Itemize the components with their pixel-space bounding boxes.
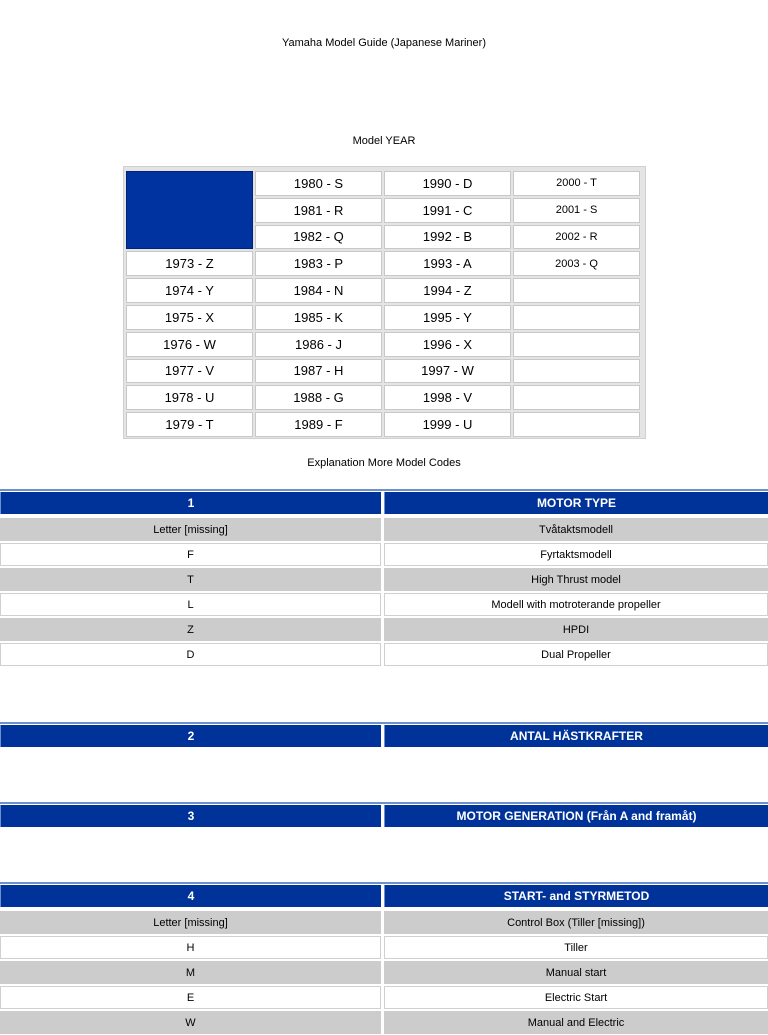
year-cell: 1973 - Z [126,251,253,276]
year-cell: 1975 - X [126,305,253,330]
table-row [0,517,768,542]
code-meaning: Tvåtaktsmodell [384,518,768,541]
page-title: Yamaha Model Guide (Japanese Mariner) [281,37,486,49]
year-cell: 1976 - W [126,332,253,357]
year-cell: 2002 - R [513,225,640,250]
code-letter: Letter [missing] [0,911,381,934]
table-row [0,617,768,642]
code-letter: Letter [missing] [0,518,381,541]
year-cell: 1989 - F [255,412,382,437]
table-row [0,985,768,1010]
year-cell: 2003 - Q [513,251,640,276]
year-cell [513,412,640,437]
year-cell: 1979 - T [126,412,253,437]
year-cell: 1987 - H [255,359,382,384]
year-cell: 1985 - K [255,305,382,330]
code-letter: W [0,1011,381,1034]
year-cell: 1984 - N [255,278,382,303]
year-cell: 1986 - J [255,332,382,357]
year-cell: 1983 - P [255,251,382,276]
year-cell: 1980 - S [255,171,382,196]
code-letter: H [0,936,381,959]
section-header-row [0,722,768,750]
year-cell: 1988 - G [255,385,382,410]
year-cell: 1991 - C [384,198,511,223]
table-row [0,910,768,935]
year-cell: 1978 - U [126,385,253,410]
year-cell: 1999 - U [384,412,511,437]
year-cell: 1981 - R [255,198,382,223]
explanation-caption: Explanation More Model Codes [307,457,461,469]
year-cell: 1993 - A [384,251,511,276]
section-number: 2 [0,725,381,747]
year-cell: 1990 - D [384,171,511,196]
section-motor-type-table [0,489,768,667]
year-cell: 1994 - Z [384,278,511,303]
year-cell: 1998 - V [384,385,511,410]
year-cell [513,278,640,303]
section-horsepower-table [0,722,768,750]
section-header-row [0,802,768,830]
table-row [0,592,768,617]
year-cell: 2001 - S [513,198,640,223]
code-meaning: Modell with motroterande propeller [384,593,768,616]
year-cell: 1996 - X [384,332,511,357]
section-start-steering-table [0,882,768,1035]
code-meaning: High Thrust model [384,568,768,591]
code-letter: Z [0,618,381,641]
code-meaning: HPDI [384,618,768,641]
year-cell: 1982 - Q [255,225,382,250]
model-year-table [123,166,646,439]
code-meaning: Manual and Electric [384,1011,768,1034]
code-letter: F [0,543,381,566]
year-cell: 1992 - B [384,225,511,250]
year-cell [513,305,640,330]
code-letter: D [0,643,381,666]
section-heading: MOTOR TYPE [384,492,768,514]
section-number: 1 [0,492,381,514]
code-letter: M [0,961,381,984]
model-year-caption: Model YEAR [352,135,416,147]
code-meaning: Control Box (Tiller [missing]) [384,911,768,934]
code-meaning: Manual start [384,961,768,984]
section-number: 3 [0,805,381,827]
section-header-row [0,489,768,517]
table-row [0,642,768,667]
code-letter: E [0,986,381,1009]
year-cell [513,332,640,357]
year-cell: 1974 - Y [126,278,253,303]
code-meaning: Dual Propeller [384,643,768,666]
code-meaning: Fyrtaktsmodell [384,543,768,566]
section-number: 4 [0,885,381,907]
year-cell [513,385,640,410]
year-cell: 1995 - Y [384,305,511,330]
year-cell: 1997 - W [384,359,511,384]
code-meaning: Electric Start [384,986,768,1009]
table-row [0,935,768,960]
table-row [0,1010,768,1035]
table-row [0,567,768,592]
year-cell [513,359,640,384]
section-heading: MOTOR GENERATION (Från A and framåt) [384,805,768,827]
section-heading: ANTAL HÄSTKRAFTER [384,725,768,747]
section-generation-table [0,802,768,830]
table-row [0,960,768,985]
blue-corner-block [126,171,253,249]
code-letter: L [0,593,381,616]
section-heading: START- and STYRMETOD [384,885,768,907]
section-header-row [0,882,768,910]
year-cell: 1977 - V [126,359,253,384]
table-row [0,542,768,567]
code-meaning: Tiller [384,936,768,959]
code-letter: T [0,568,381,591]
year-cell: 2000 - T [513,171,640,196]
